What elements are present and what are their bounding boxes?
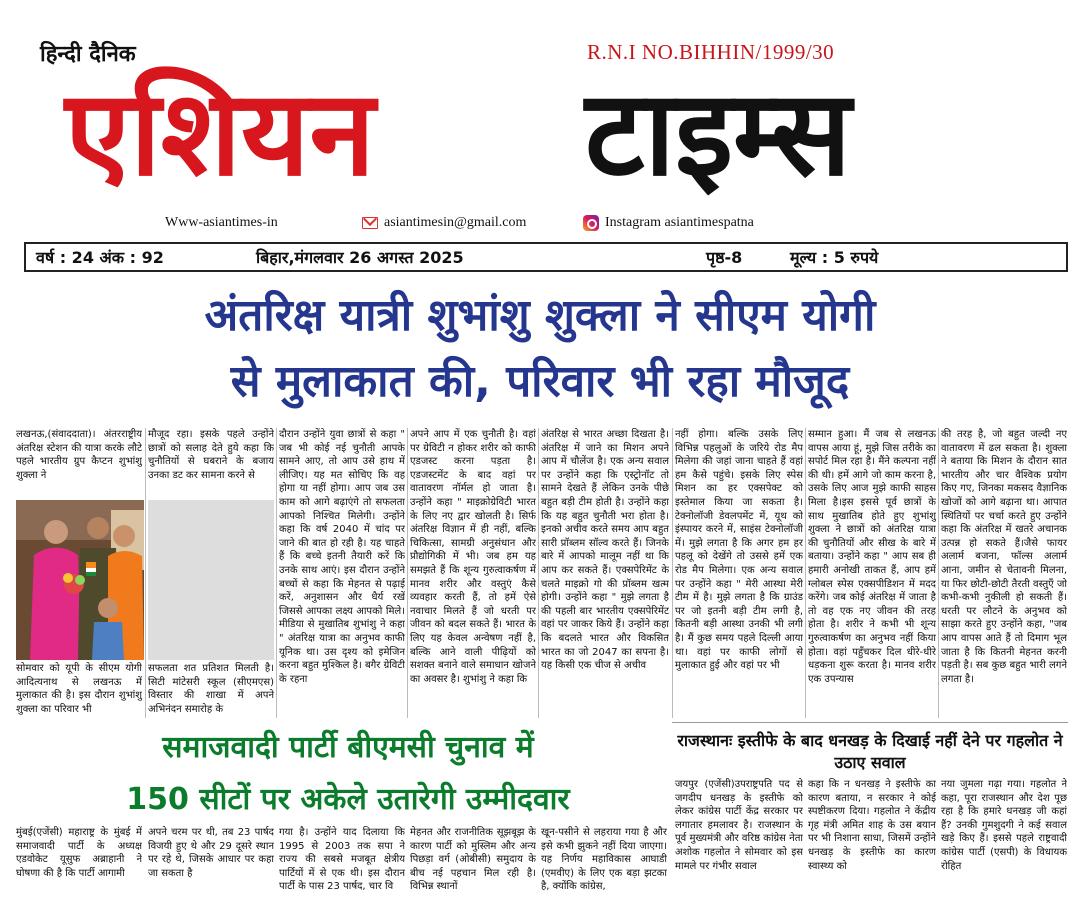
- edition-info-bar: [24, 242, 1068, 272]
- bmc-col-2: अपने चरम पर थी, तब 23 पार्षद विजयी हुए थे और 29 दूसरे स्थान पर रहे थे, जिसके आधार पर कहा जा सकता है: [148, 827, 274, 879]
- lead-col-5: अंतरिक्ष से भारत अच्छा दिखता है। अंतरिक्ष में जाने का मिशन अपने आप में चौलेंज है। एक अन्य सवाल पर उन्होंने कहा कि एस्ट्रोनॉट तो सामने देखते हैं लेकिन उनके पीछे बहुत बड़ी टीम होती है। उन्होंने कहा कि यह बहुत चुनौती भरा होता है। इनको अचीव करते समय आप बहुत सारी प्रॉब्लम सॉल्व करते हैं। जिनके बारे में आपको मालूम नहीं था कि आप कर सकते हैं। एक्सपेरिमेंट के चलते माइक्रो गो की प्रॉब्लम खत्म होगी। उन्होंने कहा " मुझे लगता है की पहली बार भारतीय एक्सपेरिमेंट वहां पर जाकर किये हैं। उन्होंने कहा कि बदलते भारत और विकसित भारत का जो 2047 का सपना है। यह किसी एक चीज से अचीव: [541, 429, 669, 672]
- price: मूल्य : 5 रुपये: [790, 248, 879, 267]
- email-text: asiantimesin@gmail.com: [384, 215, 527, 230]
- volume-issue: वर्ष : 24 अंक : 92: [36, 248, 164, 267]
- news-photo: [16, 500, 144, 660]
- rajasthan-col-2: कहा कि न धनखड़ ने इस्तीफे का कारण बताया, न सरकार ने कोई स्पष्टीकरण दिया। गहलोत ने केंद्रीय गृह मंत्री अमित शाह के उस बयान पर भी निशाना साधा, जिसमें उन्होंने धनखड़ के इस्तीफे का कारण स्वास्थ्य को: [808, 779, 936, 872]
- lead-col-7: सम्मान हुआ। मैं जब से लखनऊ वापस आया हूं, मुझे जिस तरीके का सपोर्ट मिल रहा है। मैंने कल्पना नहीं की थी। हमें आगे जो काम करना है, उसके लिए आज मुझे काफी साहस मिला है।इस इससे पूर्व छात्रों के साथ मुखातिब होते हुए शुभांशु शुक्ला ने छात्रों को अंतरिक्ष यात्रा की चुनौतियों और सीख के बारे में बताया। उन्होंने कहा " आप सब ही हमारी अनोखी ताकत हैं, आप हमें ग्लोबल स्पेस एक्सपीडिशन में मदद करेंगे। जब कोई अंतरिक्ष में जाता है तो वह एक नए जीवन की तरह होता है। शरीर ने कभी भी शून्य गुरुत्वाकर्षण का अनुभव नहीं किया होता। वहां पहुँचकर दिल धीरे-धीरे धड़कना शुरू करता है। मानव शरीर एक उपन्यास: [808, 429, 936, 685]
- meeting-photo-illustration: [16, 500, 144, 660]
- instagram-icon: [583, 215, 599, 231]
- edition-date: बिहार,मंगलवार 26 अगस्त 2025: [256, 248, 464, 267]
- lead-col-2-continued: सफलता शत प्रतिशत मिलती है। सिटी मांटेसरी स्कूल (सीएमएस) विस्तार की शाखा में अपने अभिनंदन समारोह के: [148, 663, 274, 715]
- lead-headline-line2: से मुलाकात की, परिवार भी रहा मौजूद: [230, 356, 850, 407]
- lead-col-8: की तरह है, जो बहुत जल्दी नए वातावरण में ढल सकता है। शुक्ला ने बताया कि मिशन के दौरान सात भारतीय और चार वैश्विक प्रयोग किए गए, जिनका मकसद वैज्ञानिक खोजों को आगे बढ़ाना था। आपात स्थितियों पर चर्चा करते हुए उन्होंने कहा कि अंतरिक्ष में खतरे अचानक उत्पन्न हो सकते हैं।जैसे फायर अलार्म बजना, फॉल्स अलार्म आना, जमीन से चेतावनी मिलना, या फिर छोटी-छोटी तैरती वस्तुएँ जो कभी-कभी नुकीली हो सकती हैं। धरती पर लौटने के अनुभव को साझा करते हुए उन्होंने कहा, "जब आप वापस आते हैं तो दिमाग भूल जाता है कि कितनी मेहनत करनी पड़ती है। सब कुछ बहुत भारी लगने लगता है।: [941, 429, 1067, 685]
- rni-number: R.N.I NO.BIHHIN/1999/30: [587, 40, 835, 64]
- gmail-icon: [362, 217, 378, 229]
- lead-col-1-continued: सोमवार को यूपी के सीएम योगी आदित्यनाथ से लखनऊ में मुलाकात की है। इस दौरान शुभांशु शुक्ला का परिवार भी: [16, 663, 142, 715]
- website-text: Www-asiantimes-in: [165, 215, 278, 230]
- bmc-col-3: गया है। उन्होंने याद दिलाया कि 1995 से 2003 तक सपा ने राज्य की सबसे मजबूत क्षेत्रीय पार्टियों में से एक थी। इस दौरान पार्टी के पास 23 पार्षद, चार वि: [279, 827, 405, 893]
- masthead-title-red: एशियन: [65, 64, 375, 202]
- lead-col-6: नहीं होगा। बल्कि उसके लिए विभिन्न पहलुओं के जरिये रोड मैप मिलेगा की जहां जाना चाहते हैं वहां हम कैसे पहुंचे। इसके लिए स्पेस मिशन का हर एक्सपेक्ट को इस्तेमाल किया जा सकता है। टेक्नोलॉजी डेवलपमेंट में, यूथ को इंस्पायर करने में, साइंस टेक्नोलॉजी में। मुझे लगता है कि अगर हम हर पहलू को देखेंगे तो उससे हमें एक रोड मैप मिलेगा। एक अन्य सवाल पर उन्होंने कहा " मेरी आस्था मेरी टीम में है। मुझे लगता है कि ग्राउंड पर जो इतनी बड़ी टीम लगी है, कितनी बड़ी आस्था उनकी भी लगी है। मैं कुछ समय पहले दिल्ली आया था। वहां पर काफी लोगों से मुलाकात हुई और वहां पर भी: [675, 429, 803, 672]
- website-link[interactable]: [165, 215, 278, 231]
- masthead-tagline: हिन्दी दैनिक: [40, 42, 136, 67]
- bmc-headline-line1: समाजवादी पार्टी बीएमसी चुनाव में: [162, 730, 534, 765]
- bmc-col-4: मेहनत और राजनीतिक सूझबूझ के कारण पार्टी को मुस्लिम और अन्य पिछड़ा वर्ग (ओबीसी) समुदाय के बीच नई पहचान मिल रही है। विभिन्न स्थानों: [410, 827, 536, 893]
- rajasthan-col-3: नया जुमला गढ़ा गया। गहलोत ने कहा, पूरा राजस्थान और देश पूछ रहा है कि हमारे धनखड़ जी कहां हैं? उनकी गुमशुदगी ने कई सवाल खड़े किए हैं। इससे पहले राष्ट्रवादी कांग्रेस पार्टी (एसपी) के विधायक रोहित: [941, 779, 1067, 872]
- rajasthan-headline: राजस्थानः इस्तीफे के बाद धनखड़ के दिखाई नहीं देने पर गहलोत ने उठाए सवाल: [677, 731, 1063, 772]
- instagram-contact[interactable]: [583, 215, 754, 231]
- lead-col-1: लखनऊ,(संवाददाता)। अंतरराष्ट्रीय अंतरिक्ष स्टेशन की यात्रा करके लौटे पहले भारतीय ग्रुप कैप्टन शुभांशु शुक्ला ने: [16, 429, 142, 481]
- rajasthan-col-1: जयपुर (एजेंसी)उपराष्ट्रपति पद से जगदीप धनखड़ के इस्तीफे को लेकर कांग्रेस पार्टी केंद्र सरकार पर लगातार हमलावर है। राजस्थान के पूर्व मुख्यमंत्री और वरिष्ठ कांग्रेस नेता अशोक गहलोत ने सोमवार को इस मामले पर गंभीर सवाल: [675, 779, 803, 872]
- lead-headline-line1: अंतरिक्ष यात्री शुभांशु शुक्ला ने सीएम योगी: [204, 290, 876, 341]
- instagram-text: Instagram asiantimespatna: [605, 215, 754, 230]
- bmc-headline-line2: 150 सीटों पर अकेले उतारेगी उम्मीदवार: [126, 782, 570, 817]
- page-count: पृष्ठ-8: [706, 248, 743, 267]
- photo-right-part: [148, 500, 274, 660]
- bmc-col-5: खून-पसीने से लहराया गया है और इसे कभी झुकने नहीं दिया जाएगा। यह निर्णय महाविकास आघाडी (एमवीए) के लिए एक बड़ा झटका है, क्योंकि कांग्रेस,: [541, 827, 667, 893]
- bmc-col-1: मुंबई(एजेंसी) महाराष्ट्र के मुंबई में समाजवादी पार्टी के अध्यक्ष एडवोकेट यूसुफ अब्राहानी ने घोषणा की है कि पार्टी आगामी: [16, 827, 142, 879]
- lead-col-2: मौजूद रहा। इसके पहले उन्होंने छात्रों को सलाह देते हुये कहा कि चुनौतियों से घबराने के बजाय उनका डट कर सामना करने से: [148, 429, 274, 481]
- masthead-title-black: टाइम्स: [585, 64, 852, 202]
- lead-col-3: दौरान उन्होंने युवा छात्रों से कहा " जब भी कोई नई चुनौती आपके सामने आए, तो आप उसे हाथ में लीजिए। यह मत सोचिए कि वह होगा या नहीं होगा। आप जब उस काम को आगे बढ़ाएंगे तो सफलता आपको निश्चित मिलेगी। उन्होंने कहा कि वर्ष 2040 में चांद पर जाने की बात हो रही है। यह चाहते हैं कि बच्चे इतनी तैयारी करें कि उनके साथ आएं। इस दौरान उन्होंने बच्चों से कहा कि मेहनत से पढ़ाई करें, अनुशासन और धैर्य रखें जिससे आपका लक्ष्य आपको मिले। मीडिया से मुखातिब शुभांशु ने कहा " अंतरिक्ष यात्रा का अनुभव काफी यूनिक था। उस दृश्य को इमेजिन करना बहुत मुश्किल है। बगैर ग्रेविटी के रहना: [279, 429, 405, 685]
- email-contact[interactable]: [362, 215, 526, 231]
- lead-col-4: अपने आप में एक चुनौती है। वहां पर ग्रेविटी न होकर शरीर को काफी एडजस्ट करना पड़ता है। एडजस्टमेंट के बाद वहां पर वातावरण नॉर्मल हो जाता है। उन्होंने कहा " माइक्रोग्रेविटी भारत के लिए नए द्वार खोलती है। सिर्फ अंतरिक्ष विज्ञान में ही नहीं, बल्कि चिकित्सा, सामग्री अनुसंधान और प्रौद्योगिकी में भी। जब हम यह समझते हैं कि शून्य गुरुत्वाकर्षण में मानव शरीर और वस्तुएं कैसे व्यवहार करती हैं, तो हमें ऐसे नवाचार मिलते हैं जो धरती पर जीवन को बदल सकते हैं। भारत के लिए यह केवल अन्वेषण नहीं है, बल्कि आने वाली पीढ़ियों को सशक्त बनाने वाले समाधान खोजने का अवसर है। शुभांशु ने कहा कि: [410, 429, 536, 685]
